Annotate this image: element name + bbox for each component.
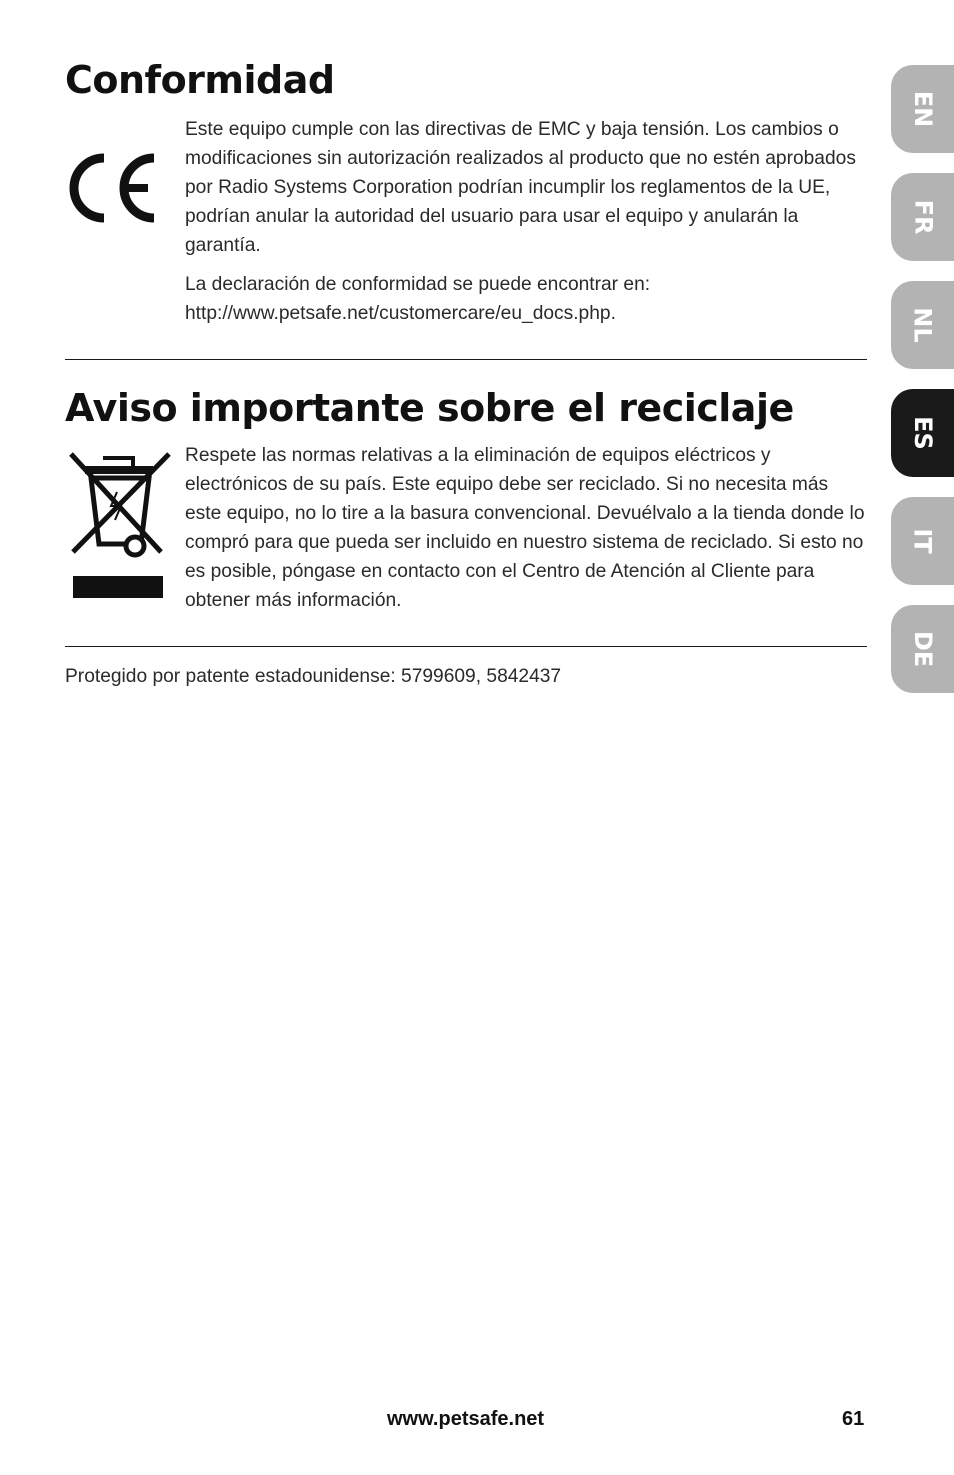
page-number: 61 (842, 1408, 865, 1430)
conformity-heading: Conformidad (65, 58, 335, 102)
section-divider (65, 646, 867, 647)
weee-crossed-bin-icon (65, 448, 175, 604)
tab-de[interactable] (891, 605, 954, 693)
tab-label: FR (909, 199, 937, 235)
recycling-heading: Aviso importante sobre el reciclaje (65, 386, 794, 430)
tab-nl[interactable] (891, 281, 954, 369)
tab-label: EN (908, 90, 937, 128)
footer-website: www.petsafe.net (387, 1408, 545, 1430)
conformity-text: Este equipo cumple con las directivas de EMC y baja tensión. Los cambios o modificaciones sin autorización realizados al producto que no estén aprobados por Radio Systems Corporation podrían incumplir los reglamentos de la UE, podrían anular la autoridad del usuario para usar el equipo y anularán la garantía. (185, 119, 856, 256)
tab-fr[interactable] (891, 173, 954, 261)
ce-mark-icon (64, 150, 158, 226)
tab-label: ES (909, 416, 937, 450)
tab-label: IT (909, 528, 937, 554)
patent-notice: Protegido por patente estadounidense: 5799609, 5842437 (65, 666, 562, 687)
tab-label: DE (908, 630, 937, 668)
section-divider (65, 359, 867, 360)
tab-label: NL (908, 307, 937, 343)
tab-it[interactable] (891, 497, 954, 585)
recycling-text: Respete las normas relativas a la eliminación de equipos eléctricos y electrónicos de su país. Este equipo debe ser reciclado. Si no necesita más este equipo, no lo tire a la basura convencional. Devuélvalo a la tienda donde lo compró para que pueda ser incluido en nuestro sistema de reciclado. Si esto no es posible, póngase en contacto con el Centro de Atención al Cliente para obtener más información. (185, 445, 865, 611)
conformity-declaration-text: La declaración de conformidad se puede encontrar en: http://www.petsafe.net/customercare/eu_docs.php. (185, 274, 651, 324)
tab-en[interactable] (891, 65, 954, 153)
tab-es[interactable] (891, 389, 954, 477)
